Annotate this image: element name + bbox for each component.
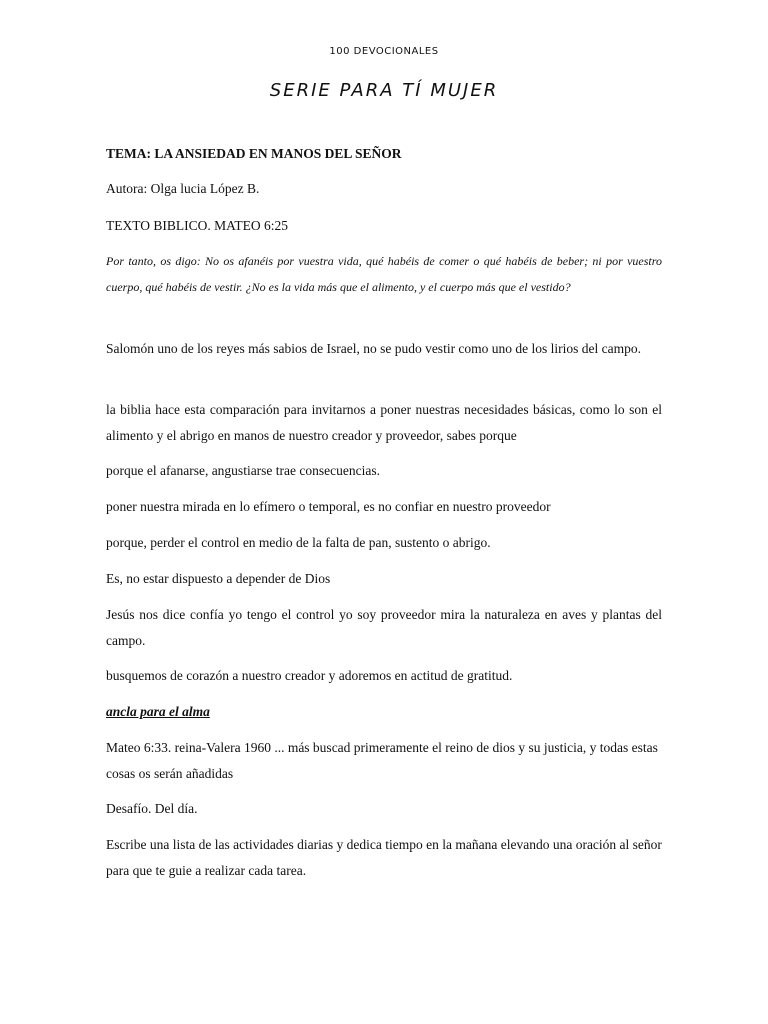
series-label: 100 DEVOCIONALES <box>329 46 439 57</box>
anchor-heading: ancla para el alma <box>106 704 210 719</box>
paragraph-4: poner nuestra mirada en lo efímero o temporal, es no confiar en nuestro proveedor <box>106 499 551 514</box>
paragraph-3: porque el afanarse, angustiarse trae consecuencias. <box>106 463 380 478</box>
challenge-text: Escribe una lista de las actividades diarias y dedica tiempo en la mañana elevando una oración al señor para que te guie a realizar cada tarea. <box>106 837 662 878</box>
series-title: SERIE PARA TÍ MUJER <box>269 80 499 101</box>
paragraph-1: Salomón uno de los reyes más sabios de Israel, no se pudo vestir como uno de los lirios del campo. <box>106 341 642 356</box>
anchor-text: Mateo 6:33. reina-Valera 1960 ... más buscad primeramente el reino de dios y su justicia, y todas estas cosas os serán añadidas <box>106 740 658 781</box>
paragraph-5: porque, perder el control en medio de la falta de pan, sustento o abrigo. <box>106 535 491 550</box>
paragraph-6: Es, no estar dispuesto a depender de Dios <box>106 571 331 586</box>
topic-heading: TEMA: LA ANSIEDAD EN MANOS DEL SEÑOR <box>106 146 402 161</box>
paragraph-8: busquemos de corazón a nuestro creador y adoremos en actitud de gratitud. <box>106 668 513 683</box>
paragraph-2: la biblia hace esta comparación para invitarnos a poner nuestras necesidades básicas, como lo son el alimento y el abrigo en manos de nuestro creador y proveedor, sabes porque <box>106 402 662 443</box>
bible-text-label: TEXTO BIBLICO. MATEO 6:25 <box>106 218 288 233</box>
challenge-label: Desafío. Del día. <box>106 801 198 816</box>
bible-quote: Por tanto, os digo: No os afanéis por vuestra vida, qué habéis de comer o qué habéis de beber; ni por vuestro cuerpo, qué habéis de vestir. ¿No es la vida más que el alimento, y el cuerpo más que el vestido? <box>106 254 662 294</box>
author-line: Autora: Olga lucia López B. <box>106 181 260 196</box>
paragraph-7: Jesús nos dice confía yo tengo el control yo soy proveedor mira la naturaleza en aves y plantas del campo. <box>106 607 662 648</box>
